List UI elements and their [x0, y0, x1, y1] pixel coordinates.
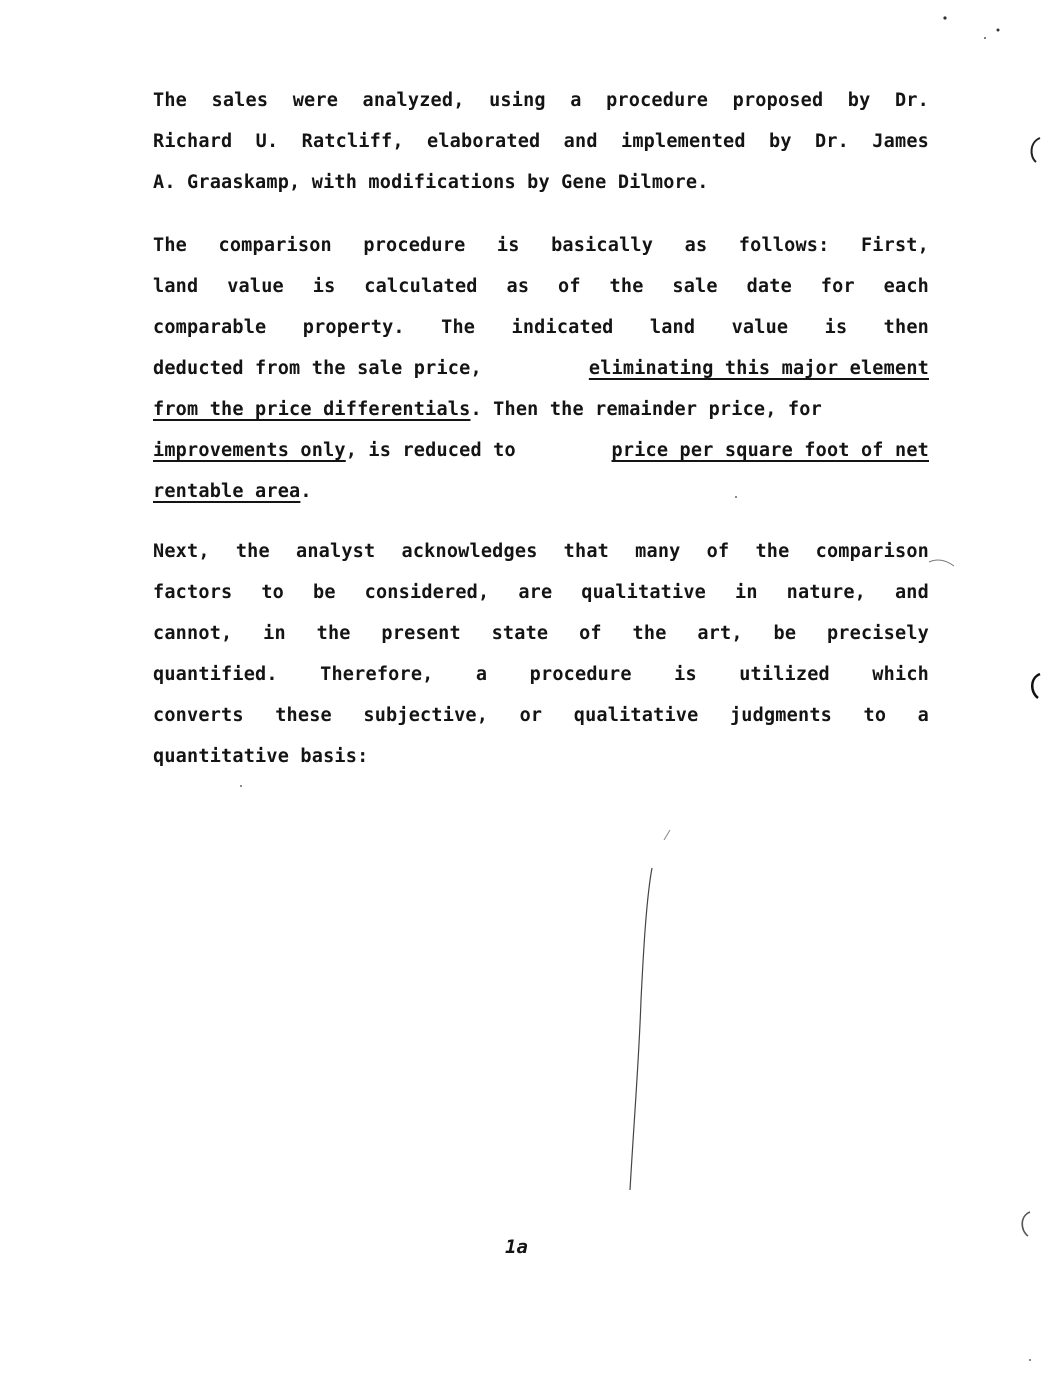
- binder-hole-mark: [1032, 674, 1040, 698]
- text-line: converts these subjective, or qualitative judgments to a: [153, 705, 929, 726]
- binder-hole-mark: [1022, 1212, 1030, 1236]
- text-line: quantitative basis:: [153, 746, 369, 767]
- binder-hole-mark: [1031, 138, 1040, 162]
- pen-stroke-mark: [630, 868, 652, 1190]
- speck-mark: [735, 496, 737, 498]
- stray-mark: [664, 830, 670, 840]
- text-line: Richard U. Ratcliff, elaborated and implemented by Dr. James: [153, 131, 929, 152]
- speck-mark: [240, 785, 242, 787]
- speck-mark: [943, 16, 946, 19]
- text-segment: .: [300, 481, 312, 502]
- page-number: 1a: [505, 1236, 528, 1258]
- text-line: land value is calculated as of the sale date for each: [153, 276, 929, 297]
- underlined-text: improvements only: [153, 440, 346, 461]
- text-segment: , is reduced to: [345, 440, 516, 461]
- text-line: The comparison procedure is basically as follows: First,: [153, 235, 929, 256]
- text-segment: deducted from the sale price,: [153, 358, 482, 379]
- underlined-text: price per square foot of net: [611, 440, 929, 461]
- speck-mark: [997, 29, 1000, 32]
- text-line: cannot, in the present state of the art, be precisely: [153, 623, 929, 644]
- text-line: comparable property. The indicated land value is then: [153, 317, 929, 338]
- speck-mark: [1029, 1359, 1031, 1361]
- stray-mark: [929, 560, 954, 566]
- text-line: A. Graaskamp, with modifications by Gene Dilmore.: [153, 172, 709, 193]
- text-line: The sales were analyzed, using a procedure proposed by Dr.: [153, 90, 929, 111]
- text-line: Next, the analyst acknowledges that many of the comparison: [153, 541, 929, 562]
- text-segment: . Then the remainder price, for: [470, 399, 822, 420]
- underlined-text: eliminating this major element: [588, 358, 929, 379]
- text-line: quantified. Therefore, a procedure is utilized which: [153, 664, 929, 685]
- underlined-text: from the price differentials: [153, 399, 471, 420]
- underlined-text: rentable area: [153, 481, 301, 502]
- speck-mark: [984, 37, 986, 39]
- text-line: factors to be considered, are qualitative in nature, and: [153, 582, 929, 603]
